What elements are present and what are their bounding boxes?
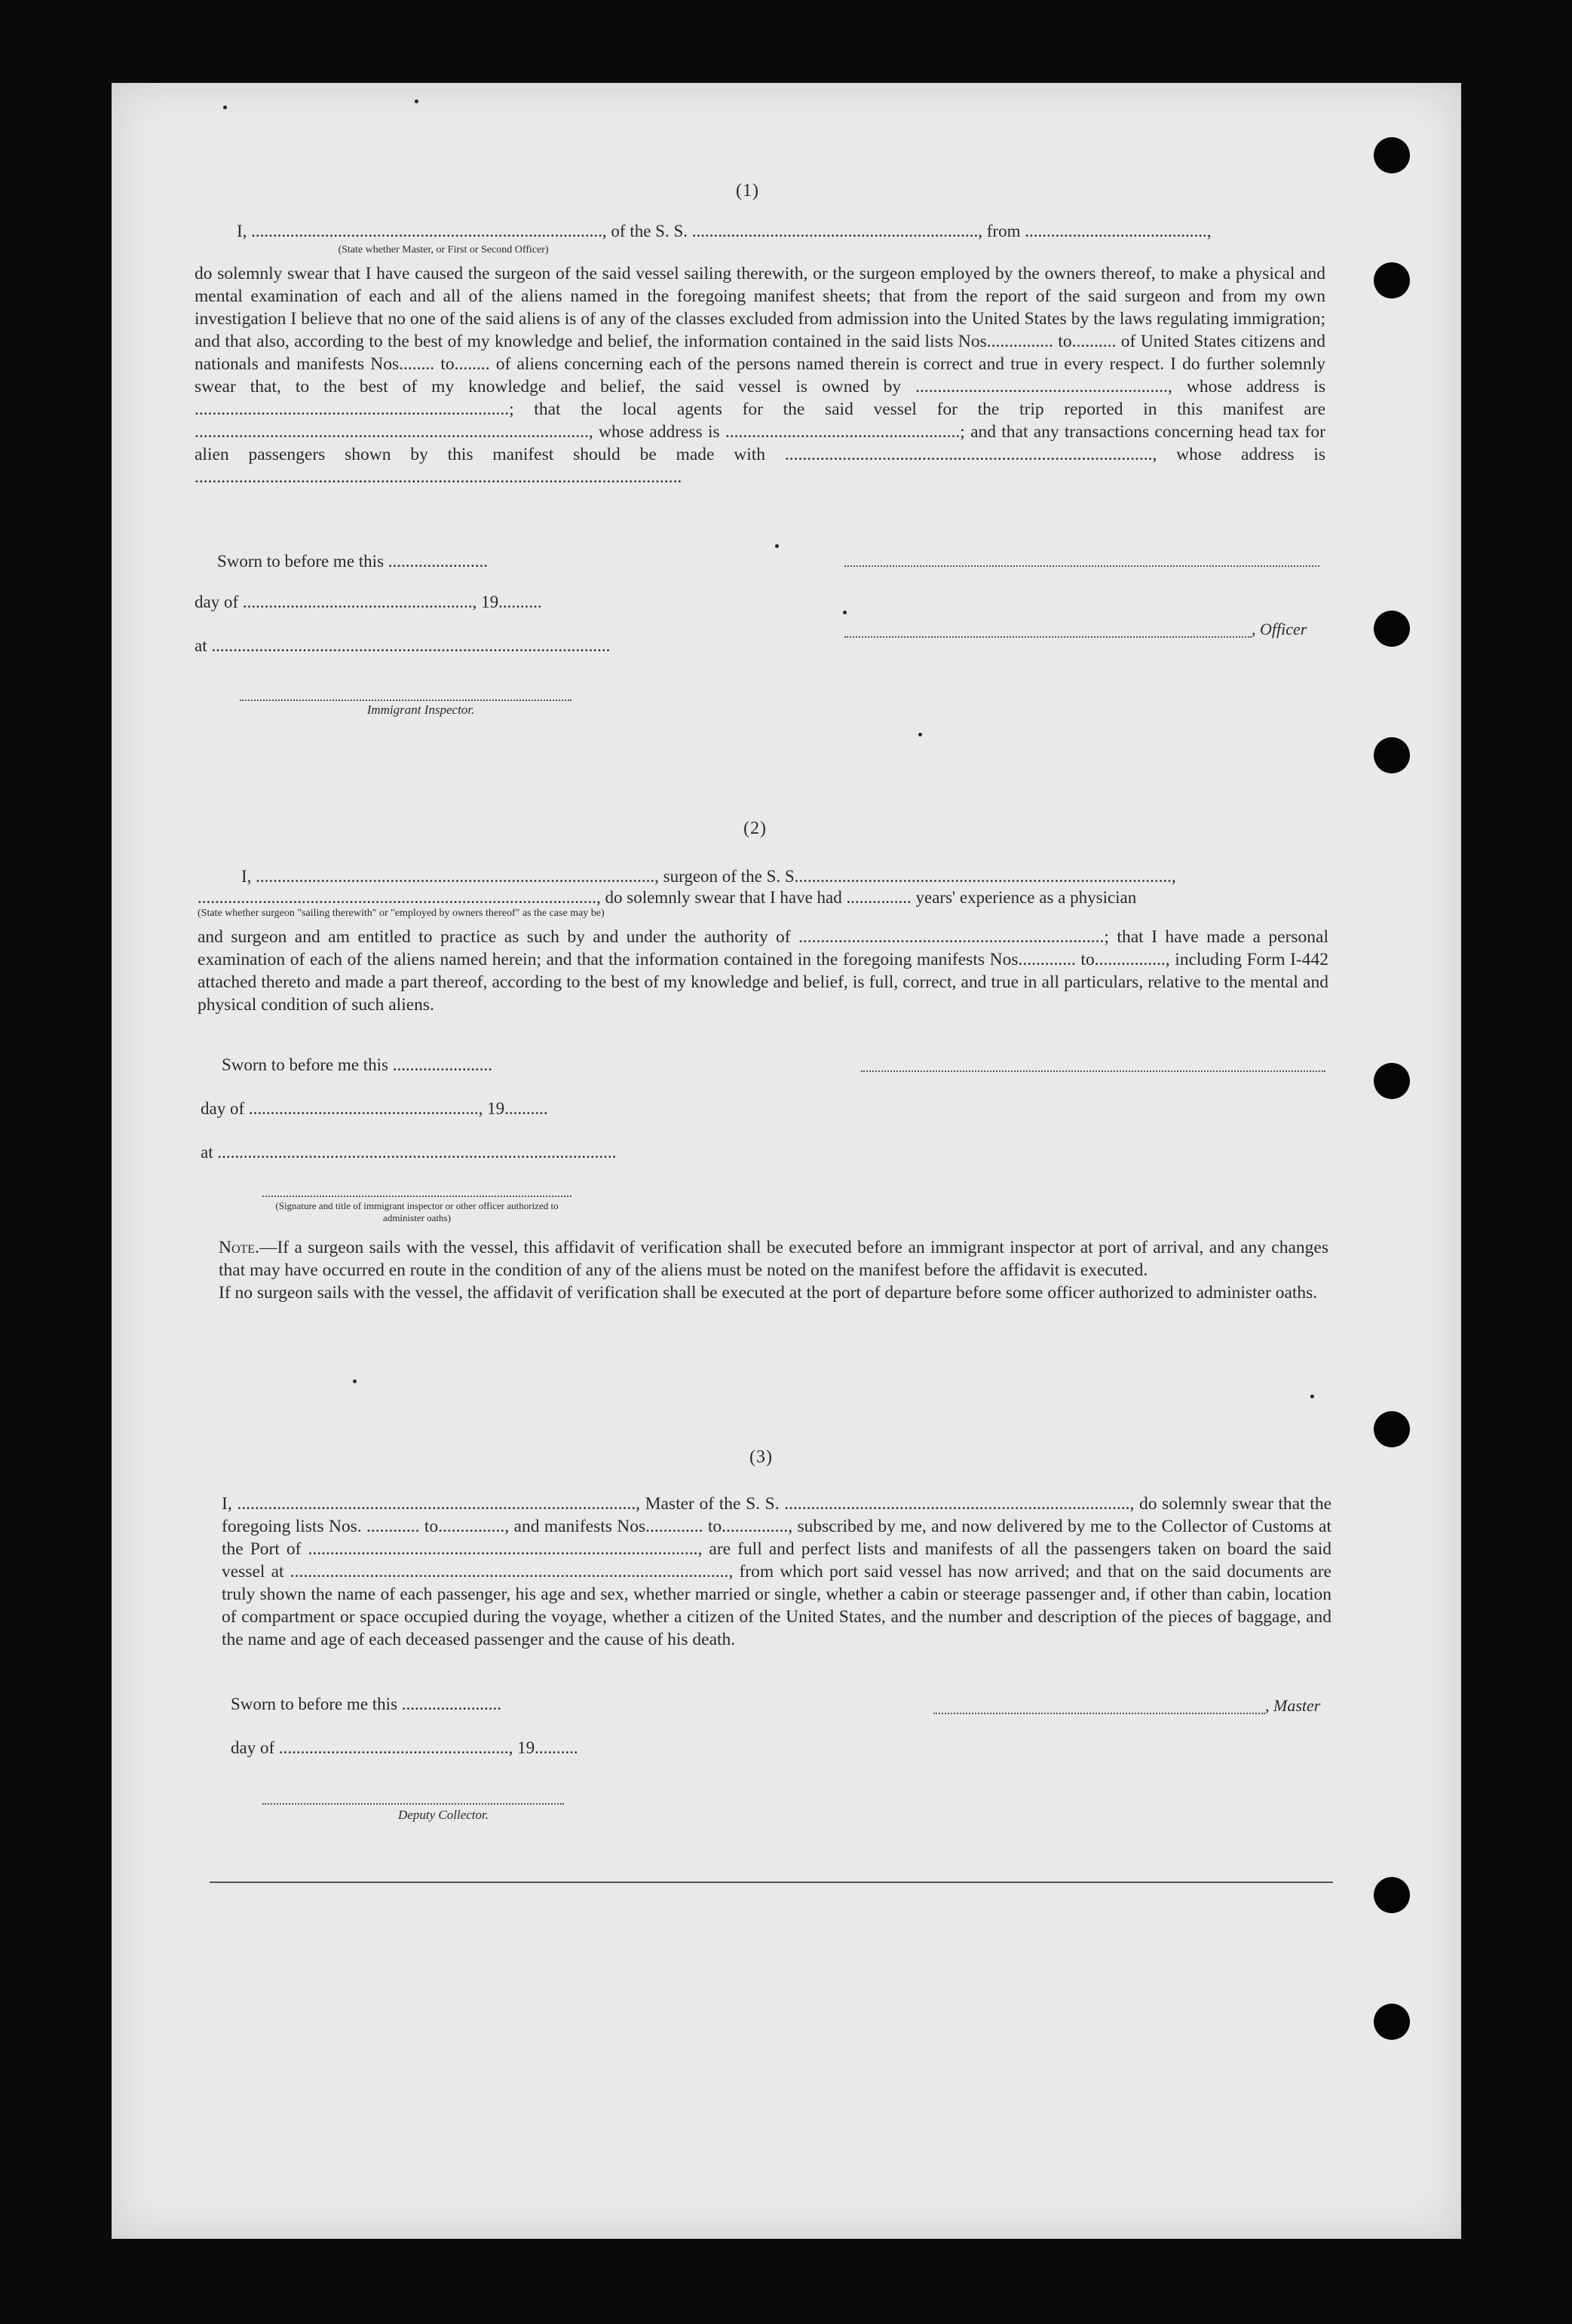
bottom-rule [210, 1882, 1333, 1883]
officer-signature-line-2 [844, 636, 1252, 638]
day-line: day of ....................................................., 19.......... [195, 592, 542, 611]
oath-line-officer: I, ................................................................................., of the S. S. .................................................................., from .........................................., [237, 222, 1212, 240]
officer-label: , Officer [1252, 620, 1307, 638]
sworn-line: Sworn to before me this ....................... [231, 1695, 502, 1713]
note-text [198, 1236, 1328, 1281]
sworn-line: Sworn to before me this ....................... [222, 1055, 493, 1074]
inspector-signature-line [240, 700, 571, 701]
binder-hole [1374, 737, 1410, 773]
binder-hole [1374, 2004, 1410, 2040]
note-text-2: If no surgeon sails with the vessel, the affidavit of verification shall be executed at the port of departure before some officer authorized to administer oaths. [219, 1283, 1318, 1303]
binder-hole [1374, 262, 1410, 299]
official-signature-line [262, 1196, 571, 1197]
speck [918, 733, 922, 736]
field-caption: (State whether Master, or First or Second Officer) [338, 244, 549, 256]
section-number: (1) [736, 181, 759, 201]
section3-paragraph [201, 1493, 1331, 1651]
oath-text: do solemnly swear that I have caused the surgeon of the said vessel sailing therewith, or the surgeon employed by the owners thereof, to make a physical and mental examination of each and all of the aliens named in the foregoing manifest sheets; that from the report of the said surgeon and from my own investigation I believe that no one of the said aliens is of any of the classes excluded from admission into the United States by the laws regulating immigration; and that also, according to the best of my knowledge and belief, the information contained in the said lists Nos............... to.......... of United States citizens and nationals and manifests Nos........ to........ of aliens concerning each of the persons named therein is correct and true in every respect. I do further solemnly swear that, to the best of my knowledge and belief, the said vessel is owned by ........................................................., whose address is .......................................................................; that the local agents for the said vessel for the trip reported in this manifest are ........................................................................................., whose address is .....................................................; and that any transactions concerning head tax for alien passengers shown by this manifest should be made with ..................................................................................., whose address is .............................................................................................................. [195, 264, 1325, 487]
binder-hole [1374, 1063, 1410, 1099]
official-caption: (Signature and title of immigrant inspector or other officer authorized to administer oaths) [275, 1200, 559, 1223]
field-caption: (State whether surgeon "sailing therewith" or "employed by owners thereof" as the case may be) [198, 908, 605, 919]
speck [1310, 1395, 1314, 1398]
collector-caption: Deputy Collector. [398, 1808, 489, 1822]
binder-hole [1374, 611, 1410, 647]
oath-line-surgeon: I, ............................................................................................, surgeon of the S. S......................................................................................., [241, 867, 1176, 886]
master-signature-line [933, 1713, 1265, 1714]
binder-hole [1374, 1411, 1410, 1447]
speck [775, 544, 779, 548]
section-number: (2) [743, 819, 767, 838]
speck [415, 100, 418, 103]
oath-line-experience: ............................................................................................, do solemnly swear that I have had ............... years' experience as a physician [198, 888, 1137, 907]
surgeon-signature-line [861, 1070, 1325, 1072]
section-number: (3) [749, 1447, 773, 1467]
section2-paragraph [198, 926, 1328, 1016]
master-oath-text: I, .........................................................................................., Master of the S. S. .............................................................................., do solemnly swear that the foregoing lists Nos. ............ to..............., and manifests Nos............. to..............., subscribed by me, and now delivered by me to the Collector of Customs at the Port of ........................................................................................, are full and perfect lists and manifests of all the passengers taken on board the said vessel at ..................................................................................................., from which port said vessel has now arrived; and that on the said documents are truly shown the name of each passenger, his age and sex, whether married or single, whether a cabin or steerage passenger and, if other than cabin, location of compartment or space occupied during the voyage, whether a citizen of the United States, and the number and description of the pieces of baggage, and the name and age of each deceased passenger and the cause of his death. [222, 1494, 1331, 1649]
binder-hole [1374, 137, 1410, 173]
note-label: Note. [219, 1238, 259, 1257]
note-body: —If a surgeon sails with the vessel, this affidavit of verification shall be executed before an immigrant inspector at port of arrival, and any changes that may have occurred en route in the condition of any of the aliens must be noted on the manifest before the affidavit is executed. [219, 1238, 1328, 1280]
day-line: day of ....................................................., 19.......... [231, 1738, 578, 1757]
officer-signature-line [844, 565, 1319, 567]
day-line: day of ....................................................., 19.......... [201, 1099, 548, 1118]
sworn-line: Sworn to before me this ....................... [217, 552, 489, 571]
at-line: at ............................................................................................ [201, 1143, 617, 1162]
at-line: at ............................................................................................ [195, 636, 611, 655]
surgeon-oath-text: and surgeon and am entitled to practice as such by and under the authority of .....................................................................; that I have made a personal examination of each of the aliens named herein; and that the information contained in the foregoing manifests Nos............. to................, including Form I-442 attached thereto and made a part thereof, according to the best of my knowledge and belief, is full, correct, and true in all particulars, relative to the mental and physical condition of such aliens. [198, 927, 1328, 1015]
inspector-caption: Immigrant Inspector. [366, 703, 475, 717]
note-block [198, 1236, 1328, 1304]
form-page [112, 83, 1461, 2239]
master-label: , Master [1265, 1696, 1321, 1715]
speck [223, 106, 227, 109]
speck [843, 611, 847, 614]
speck [353, 1379, 357, 1383]
collector-signature-line [262, 1803, 564, 1805]
section1-paragraph [195, 262, 1325, 488]
binder-hole [1374, 1877, 1410, 1913]
